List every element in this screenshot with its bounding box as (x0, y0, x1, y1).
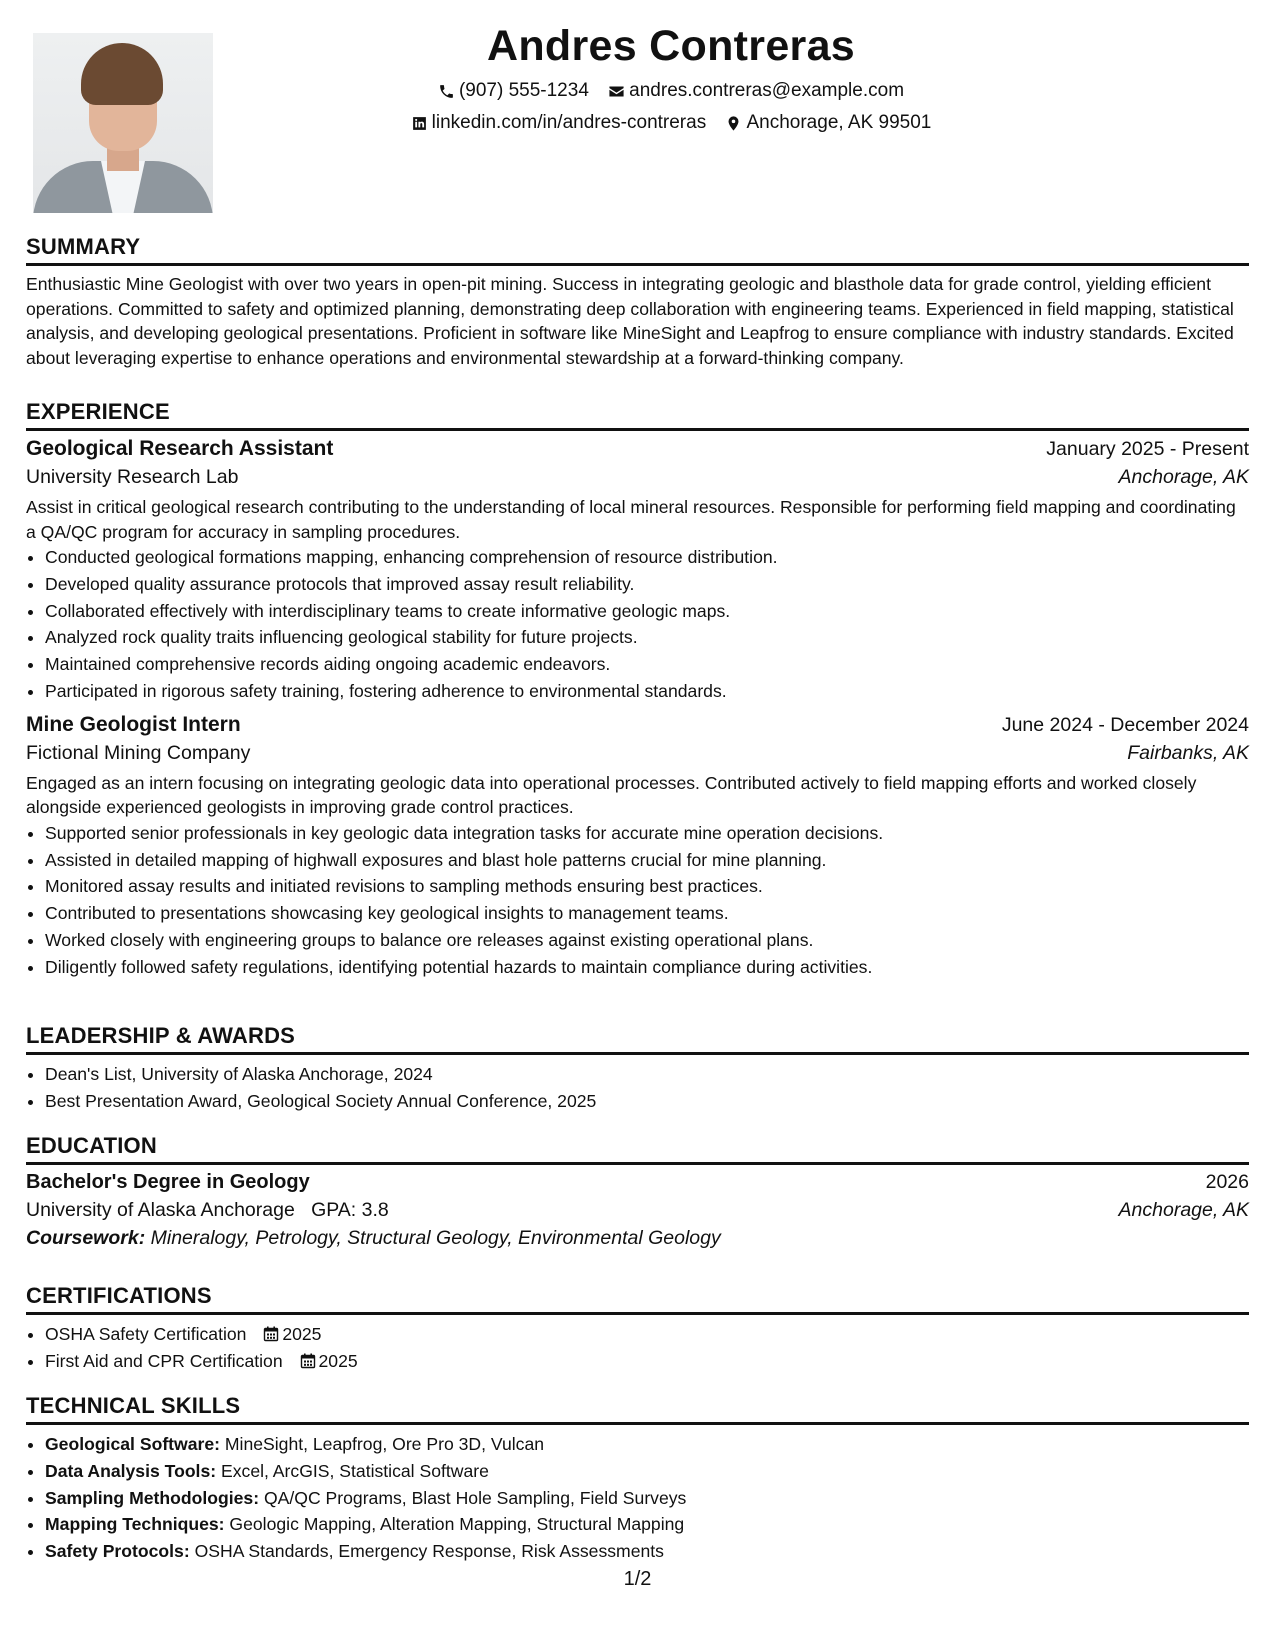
list-item (45, 1485, 1249, 1512)
coursework-line (26, 1227, 1249, 1250)
school-line (26, 1199, 389, 1222)
job-description: Engaged as an intern focusing on integrating geologic data into operational processes. Contributed actively to field mapping efforts and worked closely alongside experienced geologists in improving grade control practices. (26, 772, 1197, 818)
skill-category: Geological Software: (45, 1434, 220, 1454)
linkedin-text: linkedin.com/in/andres-contreras (431, 112, 707, 133)
skill-values: MineSight, Leapfrog, Ore Pro 3D, Vulcan (224, 1434, 545, 1454)
phone-icon (438, 83, 455, 100)
degree-title: Bachelor's Degree in Geology (26, 1171, 310, 1193)
location-text: Anchorage, AK 99501 (746, 112, 932, 133)
list-item (45, 1511, 1249, 1538)
certifications-section (26, 1283, 1249, 1375)
list-item: • Worked closely with engineering groups to balance ore releases against existing operational plans. (45, 927, 1249, 954)
coursework-label: Coursework: (26, 1227, 146, 1249)
email-contact[interactable] (608, 80, 904, 102)
contact-row-1 (226, 80, 1116, 106)
job-bullets (26, 820, 1249, 981)
skills-list (26, 1431, 1249, 1565)
skills-section (26, 1393, 1249, 1565)
list-item: • Participated in rigorous safety training, fostering adherence to environmental standards. (45, 678, 1249, 705)
school-location: Anchorage, AK (1118, 1199, 1249, 1221)
list-item: • Maintained comprehensive records aiding ongoing academic endeavors. (45, 651, 1249, 678)
job-dates: June 2024 - December 2024 (1001, 713, 1249, 736)
job-title: Geological Research Assistant (26, 437, 334, 460)
graduation-year: 2026 (1205, 1171, 1249, 1193)
candidate-name: Andres Contreras (486, 22, 855, 70)
certification-name: OSHA Safety Certification (45, 1324, 247, 1344)
list-item (45, 1348, 1249, 1375)
job-description: Assist in critical geological research contributing to the understanding of local mineral resources. Responsible for performing field mapping and coordinating a QA/QC program for accuracy in sampling procedures. (26, 497, 1236, 542)
email-text: andres.contreras@example.com (629, 80, 905, 101)
resume-page (26, 0, 1249, 1650)
summary-section (26, 234, 1249, 370)
list-item (45, 1538, 1249, 1565)
list-item: • Assisted in detailed mapping of highwall exposures and blast hole patterns crucial for mine planning. (45, 847, 1249, 874)
certification-year: 2025 (318, 1350, 358, 1371)
list-item: • Supported senior professionals in key geologic data integration tasks for accurate mine operation decisions. (45, 820, 1249, 847)
list-item: • Contributed to presentations showcasing key geological insights to management teams. (45, 900, 1249, 927)
certification-year: 2025 (282, 1324, 322, 1344)
experience-heading: EXPERIENCE (26, 399, 1249, 431)
gpa: GPA: 3.8 (311, 1199, 389, 1221)
profile-photo (33, 33, 213, 213)
phone-contact[interactable] (438, 80, 589, 102)
job-dates: January 2025 - Present (1046, 438, 1249, 460)
summary-heading: SUMMARY (26, 234, 1249, 266)
skill-category: Data Analysis Tools: (45, 1460, 217, 1481)
map-pin-icon (725, 115, 742, 132)
skill-category: Safety Protocols: (45, 1541, 190, 1562)
summary-text: Enthusiastic Mine Geologist with over two years in open-pit mining. Success in integrating geologic and blasthole data for grade control, yielding efficient operations. Committed to safety and optimized planning, demonstrating deep collaboration with engineering teams. Experienced in field mapping, statistical analysis, and developing geological presentations. Proficient in software like MineSight and Leapfrog to ensure compliance with industry standards. Excited about leveraging expertise to enhance operations and environmental stewardship at a forward-thinking company. (26, 274, 1234, 368)
linkedin-icon (411, 115, 428, 132)
education-heading: EDUCATION (26, 1133, 1249, 1165)
education-section (26, 1133, 1249, 1250)
certification-name: First Aid and CPR Certification (45, 1350, 283, 1371)
certifications-heading: CERTIFICATIONS (26, 1283, 1249, 1315)
school-name: University of Alaska Anchorage (26, 1199, 295, 1221)
page-number: 1/2 (623, 1568, 652, 1590)
envelope-icon (608, 83, 625, 100)
skill-values: Geologic Mapping, Alteration Mapping, Structural Mapping (229, 1514, 685, 1535)
job-entry-2 (26, 713, 1249, 981)
list-item: • Diligently followed safety regulations, identifying potential hazards to maintain compliance during activities. (45, 954, 1249, 981)
linkedin-contact[interactable] (411, 112, 707, 134)
experience-section (26, 399, 1249, 981)
list-item: • Monitored assay results and initiated revisions to sampling methods ensuring best practices. (45, 873, 1249, 900)
job-organization: Fictional Mining Company (26, 741, 251, 764)
skill-values: Excel, ArcGIS, Statistical Software (220, 1460, 489, 1481)
list-item (45, 1431, 1249, 1458)
list-item: • Conducted geological formations mapping, enhancing comprehension of resource distribution. (45, 544, 1249, 571)
coursework-list: Mineralogy, Petrology, Structural Geology, Environmental Geology (150, 1227, 721, 1249)
list-item (45, 1458, 1249, 1485)
list-item: • Best Presentation Award, Geological Society Annual Conference, 2025 (45, 1088, 1249, 1115)
job-organization: University Research Lab (26, 466, 239, 488)
leadership-list (26, 1061, 1249, 1115)
job-location: Fairbanks, AK (1127, 741, 1249, 764)
calendar-icon (300, 1353, 316, 1369)
contact-row-2 (226, 112, 1116, 138)
skill-values: QA/QC Programs, Blast Hole Sampling, Field Surveys (263, 1487, 687, 1508)
calendar-icon (263, 1326, 279, 1342)
skill-category: Mapping Techniques: (45, 1514, 225, 1535)
phone-text: (907) 555-1234 (458, 80, 589, 101)
location-contact (725, 112, 931, 134)
skill-values: OSHA Standards, Emergency Response, Risk Assessments (194, 1541, 664, 1562)
list-item: • Collaborated effectively with interdisciplinary teams to create informative geologic maps. (45, 598, 1249, 625)
list-item: • Analyzed rock quality traits influencing geological stability for future projects. (45, 624, 1249, 651)
job-title: Mine Geologist Intern (26, 712, 241, 736)
leadership-section (26, 1023, 1249, 1115)
skills-heading: TECHNICAL SKILLS (26, 1393, 1249, 1425)
job-bullets (26, 544, 1249, 705)
job-entry-1 (26, 437, 1249, 705)
list-item (45, 1321, 1249, 1348)
skill-category: Sampling Methodologies: (45, 1487, 260, 1508)
list-item: • Developed quality assurance protocols that improved assay result reliability. (45, 571, 1249, 598)
certifications-list (26, 1321, 1249, 1375)
job-location: Anchorage, AK (1118, 466, 1249, 488)
list-item: • Dean's List, University of Alaska Anchorage, 2024 (45, 1061, 1249, 1088)
leadership-heading: LEADERSHIP & AWARDS (26, 1023, 1249, 1055)
